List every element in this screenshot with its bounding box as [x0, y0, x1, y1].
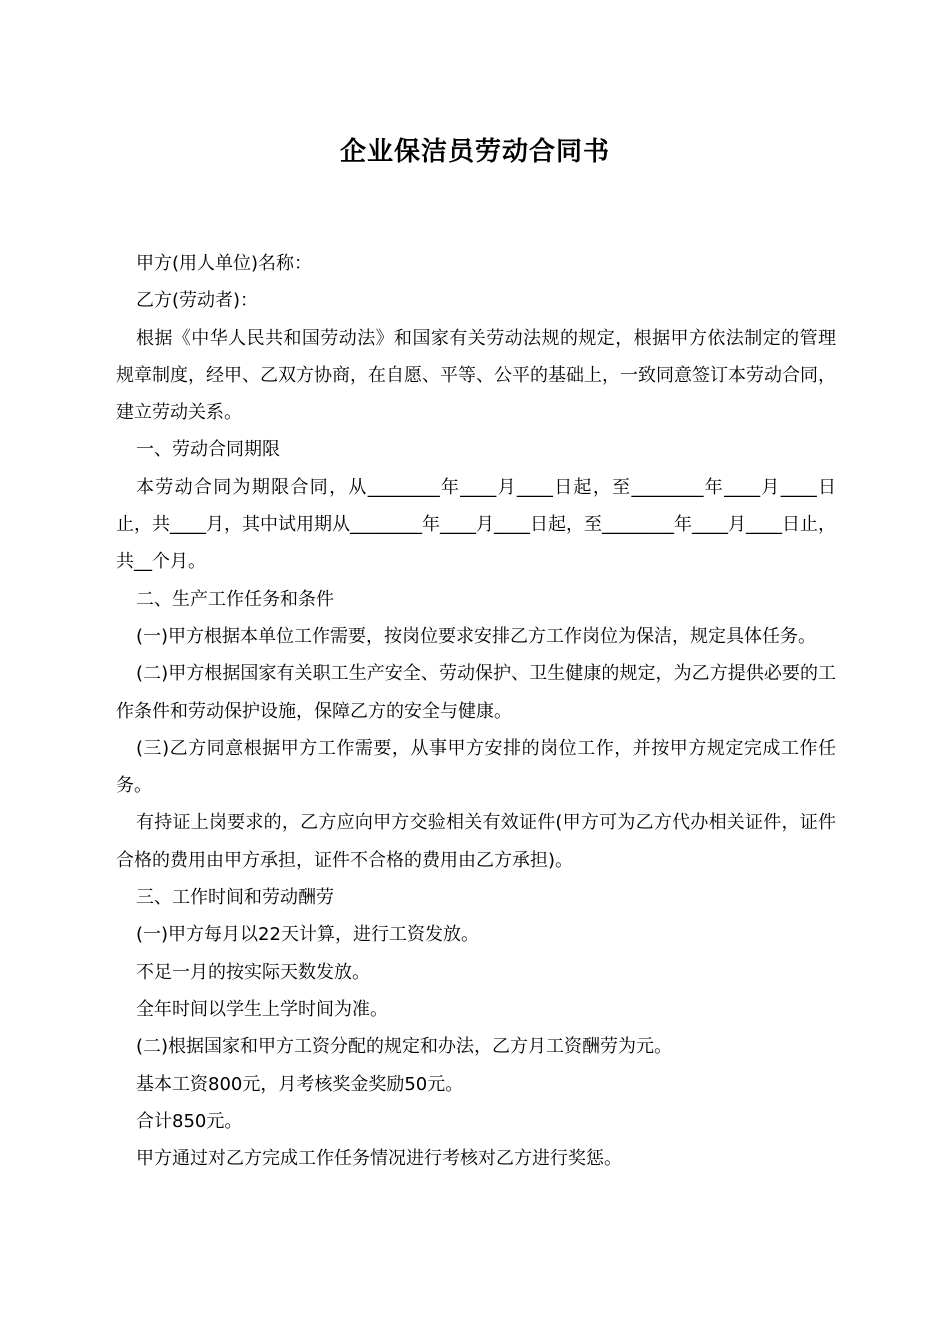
section-heading-term: 一、劳动合同期限	[136, 439, 280, 461]
party-b-name: 乙方(劳动者)：	[136, 290, 259, 312]
pay-base-salary: 基本工资800元，月考核奖金奖励50元。	[136, 1073, 464, 1095]
pay-total: 合计850元。	[136, 1110, 243, 1132]
pay-item-1: (一)甲方每月以22天计算，进行工资发放。	[136, 924, 479, 946]
certificate-paragraph: 有持证上岗要求的，乙方应向甲方交验相关有效证件(甲方可为乙方代办相关证件，证件合格的费用由甲方承担，证件不合格的费用由乙方承担)。	[116, 812, 836, 871]
tasks-item-3: (三)乙方同意根据甲方工作需要，从事甲方安排的岗位工作，并按甲方规定完成工作任务。	[116, 737, 836, 797]
pay-assessment: 甲方通过对乙方完成工作任务情况进行考核对乙方进行奖惩。	[136, 1148, 622, 1170]
section-heading-tasks: 二、生产工作任务和条件	[136, 588, 334, 610]
document-title: 企业保洁员劳动合同书	[339, 137, 610, 167]
party-a-name: 甲方(用人单位)名称：	[136, 253, 313, 274]
preamble-paragraph: 根据《中华人民共和国劳动法》和国家有关劳动法规的规定，根据甲方依法制定的管理规章制度，经甲、乙双方协商，在自愿、平等、公平的基础上，一致同意签订本劳动合同，建立劳动关系。	[116, 327, 836, 424]
pay-partial-month: 不足一月的按实际天数发放。	[136, 961, 370, 983]
tasks-item-2: (二)甲方根据国家有关职工生产安全、劳动保护、卫生健康的规定，为乙方提供必要的工作条件和劳动保护设施，保障乙方的安全与健康。	[116, 663, 836, 722]
document-body	[116, 245, 836, 1177]
section-heading-pay: 三、工作时间和劳动酬劳	[136, 887, 334, 909]
tasks-item-1: (一)甲方根据本单位工作需要，按岗位要求安排乙方工作岗位为保洁，规定具体任务。	[136, 625, 817, 647]
contract-term-paragraph: 本劳动合同为期限合同，从________年____月____日起，至________年____月____日止，共____月，其中试用期从________年____月____日起，至________年____月____日止，共__个月。	[116, 476, 836, 573]
pay-school-schedule: 全年时间以学生上学时间为准。	[136, 998, 388, 1020]
pay-item-2: (二)根据国家和甲方工资分配的规定和办法，乙方月工资酬劳为元。	[136, 1036, 673, 1058]
